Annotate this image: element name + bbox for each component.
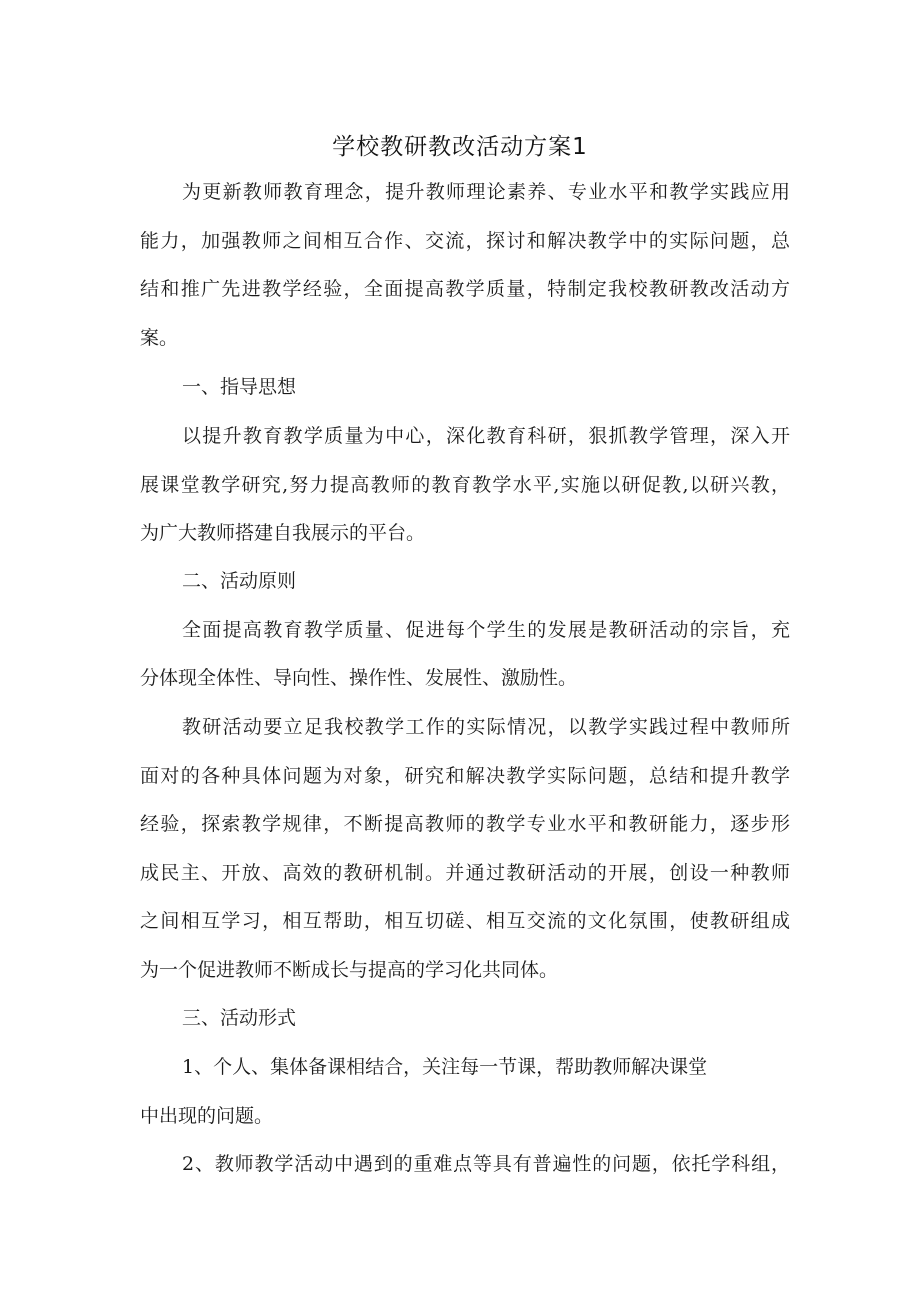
paragraph-line: 面对的各种具体问题为对象，研究和解决教学实际问题，总结和提升教学 bbox=[140, 765, 790, 787]
paragraph-line: 展课堂教学研究,努力提高教师的教育教学水平,实施以研促教,以研兴教， bbox=[140, 474, 790, 496]
paragraph-line: 案。 bbox=[140, 327, 179, 349]
paragraph-line: 全面提高教育教学质量、促进每个学生的发展是教研活动的宗旨，充 bbox=[182, 619, 790, 641]
paragraph-line: 2、教师教学活动中遇到的重难点等具有普遍性的问题，依托学科组， bbox=[182, 1153, 790, 1175]
paragraph-line: 1、个人、集体备课相结合，关注每一节课，帮助教师解决课堂 bbox=[182, 1056, 708, 1078]
paragraph-line: 以提升教育教学质量为中心，深化教育科研，狠抓教学管理，深入开 bbox=[182, 425, 790, 447]
document-title: 学校教研教改活动方案1 bbox=[332, 134, 588, 160]
paragraph-line: 中出现的问题。 bbox=[140, 1105, 274, 1127]
paragraph-line: 为广大教师搭建自我展示的平台。 bbox=[140, 522, 426, 544]
paragraph-line: 分体现全体性、导向性、操作性、发展性、激励性。 bbox=[140, 667, 578, 689]
paragraph-line: 成民主、开放、高效的教研机制。并通过教研活动的开展，创设一种教师 bbox=[140, 862, 790, 884]
paragraph-line: 为一个促进教师不断成长与提高的学习化共同体。 bbox=[140, 959, 559, 981]
paragraph-line: 教研活动要立足我校教学工作的实际情况，以教学实践过程中教师所 bbox=[182, 716, 790, 738]
section-heading: 二、活动原则 bbox=[182, 570, 297, 592]
paragraph-line: 经验，探索教学规律，不断提高教师的教学专业水平和教研能力，逐步形 bbox=[140, 813, 790, 835]
section-heading: 一、指导思想 bbox=[182, 376, 297, 398]
paragraph-line: 为更新教师教育理念，提升教师理论素养、专业水平和教学实践应用 bbox=[182, 181, 790, 203]
paragraph-line: 能力，加强教师之间相互合作、交流，探讨和解决教学中的实际问题，总 bbox=[140, 230, 790, 252]
paragraph-line: 之间相互学习，相互帮助，相互切磋、相互交流的文化氛围，使教研组成 bbox=[140, 910, 790, 932]
section-heading: 三、活动形式 bbox=[182, 1007, 297, 1029]
paragraph-line: 结和推广先进教学经验，全面提高教学质量，特制定我校教研教改活动方 bbox=[140, 278, 790, 300]
